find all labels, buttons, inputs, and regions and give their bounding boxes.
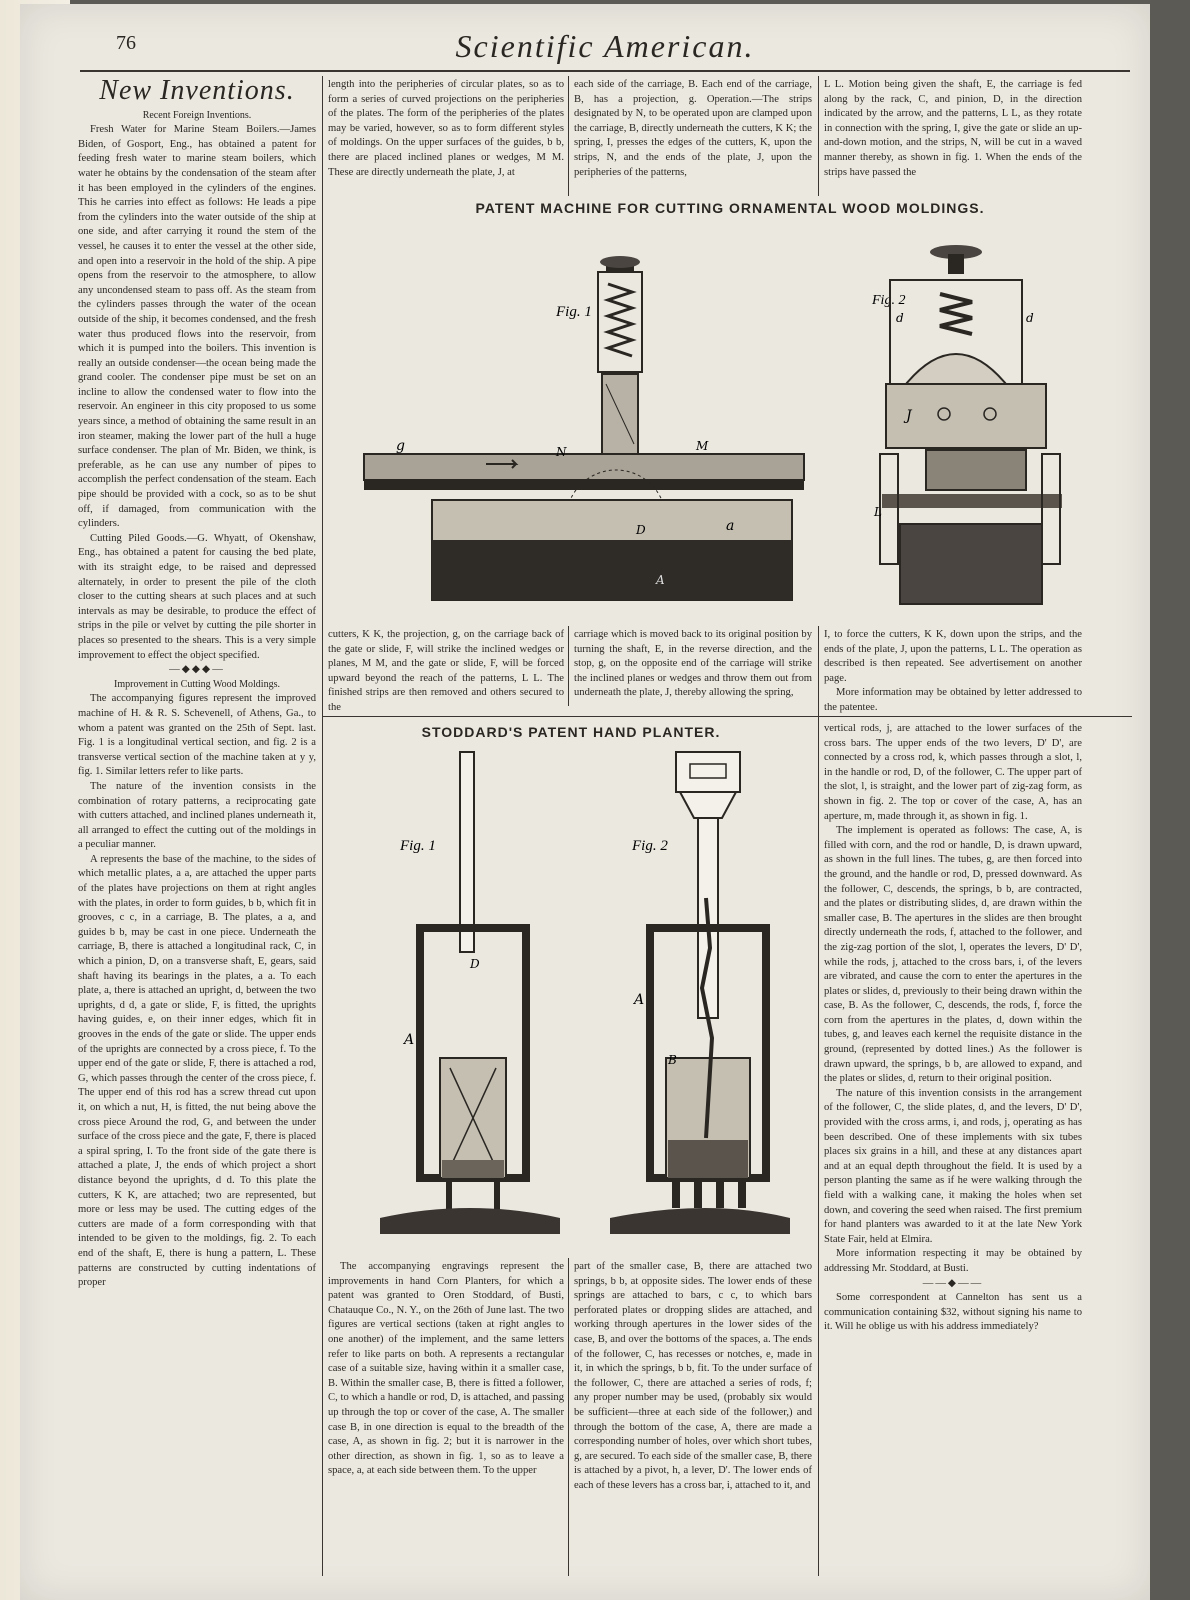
section-rule <box>322 716 1132 717</box>
handle-D <box>460 752 474 952</box>
letter-label: d <box>896 311 904 325</box>
handle-grip <box>676 752 740 792</box>
page-number: 76 <box>116 32 136 54</box>
letter-label: J <box>906 408 912 424</box>
letter-label: g <box>396 438 405 454</box>
spiral-spring-I <box>608 284 632 356</box>
hand-planter-figures <box>350 748 810 1252</box>
base-A <box>900 524 1042 604</box>
newspaper-page <box>20 4 1150 1600</box>
tube-g <box>738 1178 746 1208</box>
column-rule <box>818 626 819 1576</box>
shaft-E <box>882 494 1062 508</box>
article-paragraph: The nature of this invention consists in the arrangement of the follower, C, the slide plates, d, and the levers, D' D', provided with the cross arms, i, and rods, j, operating as has been described. One of these implements with six tubes places six grains in a hill, and these at any distances apart and at an equal depth throughout the field. It is used by a person planting the same as if he were walking through the field with a walking cane, it making the holes when set down, and covering the seed when raised. The first premium for hand planters was awarded to it at the late New York State Fair, held at Elmira. <box>824 1087 1082 1245</box>
nut-H <box>600 256 640 268</box>
tube-g <box>694 1178 702 1208</box>
fig-label: Fig. 1 <box>556 304 592 320</box>
article-paragraph: The nature of the invention consists in the combination of rotary patterns, a reciprocating gate with cutters attached, and inclined planes underneath it, all arranged to effect the cutting out of the moldings in a peculiar manner. <box>78 780 316 851</box>
letter-label: B <box>668 1053 677 1067</box>
top-column-1 <box>328 78 564 196</box>
article-paragraph: length into the peripheries of circular plates, so as to form a series of curved projections on the peripheries of the plates. The form of the peripheries of the plates may be varied, however, so as to form different styles of moldings. On the upper surfaces of the guides, b b, there are placed inclined planes or wedges, M M. These are directly underneath the plate, J, at <box>328 79 564 178</box>
letter-label: N <box>556 445 567 459</box>
masthead: Scientific American. <box>455 28 755 64</box>
top-column-2 <box>574 78 812 196</box>
article-paragraph: each side of the carriage, B. Each end of the carriage, B, has a projection, g. Operation.—The strips designated by N, to be operated upon are clamped upon the carriage, B, directly underneath the cutters, K K; the spring, I, presses the edges of the cutters, K, upon the strips, N, and the ends of the plate, J, upon the peripheries of the patterns, <box>574 79 812 178</box>
article-paragraph: The accompanying engravings represent the improvements in hand Corn Planters, for which a patent was granted to Oren Stoddard, of Busti, Chatauque Co., N. Y., on the 26th of June last. The two figures are vertical sections (taken at right angles to one another) of the implement, and the same letters refer to like parts on both. A represents a rectangular case of a suitable size, having within it a smaller case, B. Within the smaller case, B, there is fitted a follower, C, to which a handle or rod, D, is attached, and passing up through the top or cover of the case, A. The smaller case B, in one direction is equal to the breadth of the case, A, as shown in fig. 2; but it is narrower in the other direction, as shown in fig. 1, so as to leave a space, a, at each side between them. To the upper <box>328 1261 564 1477</box>
corn <box>668 1140 748 1178</box>
carriage-B <box>926 450 1026 490</box>
subheading: Recent Foreign Inventions. <box>142 109 252 121</box>
letter-label: M <box>696 439 709 453</box>
article-paragraph: A represents the base of the machine, to the sides of which metallic plates, a a, are attached the upper parts of the plates have projections on them at right angles with the plates, in order to form guides, b b, which fit in grooves, c c, in a carriage, B. The plates, a a, and guides b b, may be cast in one piece. Underneath the carriage, B, there is attached a longitudinal rack, C, in which a pinion, D, on a transverse shaft, E, gears, said shaft having its bearings in the plates, a a. To each plate, a, there is attached an upright, d, between the two uprights, d d, a gate or slide, F, is fitted, the uprights having guides, e, on their inner edges, which fit in grooves in the ends of the gate or slide. The upper ends of the uprights are connected by a cross piece, f. To the upper end of the gate or slide, F, there is attached a rod, G, which passes through the center of the cross piece, f. The upper end of this rod has a screw thread cut upon it, on which a nut, H, is fitted, the nut being above the cross piece Around the rod, G, and between the under surface of the cross piece and the gate, F, there is placed a spiral spring, I. To the front side of the gate there is attached a plate, J, the ends of which project a short distance beyond the uprights, d d. To this plate the cutters, K K, are attached; two are represented, but more or less may be used. The cutting edges of the cutters are made of a form corresponding with that intended to be given to the moldings, fig. 2. To each end of the shaft, E, there is hung a pattern, L. These patterns are constructed by cutting indentations of proper <box>78 853 316 1289</box>
page-header <box>80 26 1130 72</box>
letter-label: A <box>656 573 665 587</box>
figure-title: PATENT MACHINE FOR CUTTING ORNAMENTAL WOOD MOLDINGS. <box>475 200 985 216</box>
rod-G <box>948 254 964 274</box>
base-A-shading <box>432 540 792 600</box>
mid-column-2 <box>574 628 812 712</box>
article-paragraph: carriage which is moved back to its original position by turning the shaft, E, in the reverse direction, and the stop, g, on the opposite end of the carriage will strike the inclined planes or wedges and throw them out from underneath the plate, J, thereby allowing the spring, <box>574 629 812 699</box>
letter-label: d <box>1026 311 1034 325</box>
article-paragraph: Some correspondent at Cannelton has sent us a communication containing $32, without signing his name to it. Will he oblige us with his address immediately? <box>824 1292 1082 1333</box>
column-rule <box>568 1258 569 1576</box>
spiral-spring-I <box>940 294 972 334</box>
fig-label: Fig. 2 <box>632 838 668 854</box>
divider-ornament: ——◆—— <box>922 1277 984 1289</box>
column-rule <box>568 76 569 196</box>
molding-machine-fig2 <box>872 224 1116 624</box>
column-rule <box>322 76 323 1576</box>
cross-piece <box>906 354 1006 384</box>
divider-ornament: —◆◆◆— <box>169 664 225 676</box>
corn <box>442 1160 504 1178</box>
article-paragraph: L L. Motion being given the shaft, E, the carriage is fed along by the rack, C, and pinion, D, in the direction indicated by the arrow, and the patterns, L L, as they rotate in connection with the spring, I, give the gate or slide an up-and-down motion, and the strips, N, will be cut in a waved manner thereby, as shown in fig. 1. When the ends of the strips have passed the <box>824 79 1082 178</box>
tube-g <box>716 1178 724 1208</box>
article-paragraph: Fresh Water for Marine Steam Boilers.—James Biden, of Gosport, Eng., has obtained a patent for feeding fresh water to marine steam boilers, which water he obtains by the condensation of the steam after it has been employed in the cylinders of the engines. This he carries into effect as follows: He leads a pipe from the cylinders into the water outside of the ship at one side, and after carrying it round the stem of the vessel, he causes it to enter the vessel at the other side, and open into a reservoir in the hold of the ship. A pipe opens from the reservoir to the atmosphere, to allow any uncondensed steam to pass off. As the steam from the cylinders passes through the water of the ocean outside of the ship, it becomes condensed, and the fresh water thus produced flows into the reservoir, from which it is pumped into the boilers. This invention is really an outside condenser—the ocean being made the grand cooler. The condenser pipe must be set on an incline to allow the condensed water to flow into the reservoir. An engineer in this city proposed to us some years since, a method of obtaining the same result in an iron steamer, making the lower part of the hull a huge surface condenser. The plan of Mr. Biden, we think, is preferable, as he can use any number of pipes to accomplish the perfect condensation of the steam. Each pipe should be provided with a cock, so as to be shut off, if damaged, from communication with the cylinders. <box>78 124 316 530</box>
letter-label: A <box>634 992 645 1008</box>
ground <box>610 1208 790 1234</box>
pattern-L <box>1042 454 1060 564</box>
bottom-column-2 <box>574 1260 812 1576</box>
carriage-B <box>364 454 804 480</box>
article-paragraph: The accompanying figures represent the improved machine of H. & R. S. Schevenell, of Athens, Ga., to whom a patent was granted on the 25th of Sept. last. Fig. 1 is a longitudinal vertical section, and fig. 2 is a transverse vertical section of the machine taken at y y, fig. 1. Similar letters refer to like parts. <box>78 693 316 778</box>
article-paragraph: More information respecting it may be obtained by addressing Mr. Stoddard, at Busti. <box>824 1248 1082 1274</box>
letter-label: A <box>404 1032 415 1048</box>
right-column <box>824 722 1082 1576</box>
article-paragraph: cutters, K K, the projection, g, on the carriage back of the gate or slide, F, will strike the inclined wedges or planes, M M, and the gate or slide, F, will be forced upward beyond the reach of the patterns, L L. The finished strips are then removed and others secured to the <box>328 629 564 713</box>
article-paragraph: Cutting Piled Goods.—G. Whyatt, of Okenshaw, Eng., has obtained a patent for causing the bed plate, with its straight edge, to be raised and depressed alternately, in order to present the pile of the cloth closer to the cutting shears at such places and at such intervals as may be desirable, to produce the effect of strips in the pile or velvet by cutting the pile shorter in places so presented to the shears. This is a very simple improvement to effect the object specified. <box>78 532 316 661</box>
letter-label: L <box>874 505 882 519</box>
article-paragraph: I, to force the cutters, K K, down upon the strips, and the ends of the plate, J, upon the patterns, L L. The operation as described is then repeated. See advertisement on another page. <box>824 629 1082 684</box>
article-paragraph: part of the smaller case, B, there are attached two springs, b b, at opposite sides. The lower ends of these springs are attached to bars, c c, to which bars perforated plates or dropping slides are attached, and working through apertures in the lower sides of the case, B, and over the bottoms of the spaces, a. The ends of the follower, C, has recesses or notches, e, made in it, in which the springs, b b, fit. To the under surface of the follower, C, there are attached a series of rods, f; any proper number may be used, (probably six would be sufficient—three at each side of the follower,) and through the bottom of the case, A, there are made a corresponding number of holes, over which short tubes, g, are secured. To each side of the smaller case, B, there is attached by a pivot, h, a lever, D'. The lower ends of each of these levers has a cross bar, i, attached to it, and <box>574 1261 812 1491</box>
mid-column-1 <box>328 628 564 712</box>
ground <box>380 1208 560 1234</box>
left-column <box>78 75 316 1580</box>
molding-machine-fig1 <box>336 224 816 624</box>
handle-neck <box>680 792 736 818</box>
column-rule <box>818 76 819 196</box>
figure-title: STODDARD'S PATENT HAND PLANTER. <box>421 724 721 740</box>
fig-label: Fig. 2 <box>872 293 906 308</box>
tube-g <box>672 1178 680 1208</box>
pattern-L <box>880 454 898 564</box>
article-paragraph: vertical rods, j, are attached to the lower surfaces of the cross bars. The upper ends of the two levers, D' D', are connected by a cross rod, k, which passes through a slot, l, in the handle or rod, D, of the follower, C. The upper part of the slot, l, is straight, and the lower part of zig-zag form, as shown in fig. 2. The top or cover of the case, A, has an aperture, m, made through it, as shown in fig. 1. <box>824 723 1082 822</box>
fig-label: Fig. 1 <box>400 838 436 854</box>
article-paragraph: More information may be obtained by letter addressed to the patentee. <box>824 687 1082 713</box>
subheading: Improvement in Cutting Wood Moldings. <box>114 678 280 690</box>
column-rule <box>568 626 569 706</box>
top-column-3 <box>824 78 1082 196</box>
letter-label: D <box>470 957 480 971</box>
letter-label: a <box>726 518 735 534</box>
section-title: New Inventions. <box>99 75 295 106</box>
bottom-column-1 <box>328 1260 564 1576</box>
mid-column-3 <box>824 628 1082 712</box>
letter-label: D <box>636 523 646 537</box>
article-paragraph: The implement is operated as follows: The case, A, is filled with corn, and the rod or handle, D, is drawn upward, as shown in the full lines. The tubes, g, are then forced into the ground, and the handle or rod, D, pressed downward. As the follower, C, descends, the springs, b b, are contracted, and the plates or distributing slides, d, are drawn within the smaller case, B. The apertures in the slides are then brought directly underneath the rods, f, attached to the follower, and the zig-zag portion of the slot, l, operates the levers, D' D', while the rods, j, attached to the cross bars, i, of the levers are vibrated, and cause the corn to enter the apertures in the plates or slides, d, previously to their being drawn within the case, B. As the follower, C, descends, the rods, f, force the corn from the apertures in the plates, d, down within the tubes, g, and leaves each kernel the requisite distance in the ground, (represented by dotted lines.) As the follower is drawn upward, the springs, b b, are allowed to expand, and the plates or slides, d, return to their original position. <box>824 825 1082 1085</box>
